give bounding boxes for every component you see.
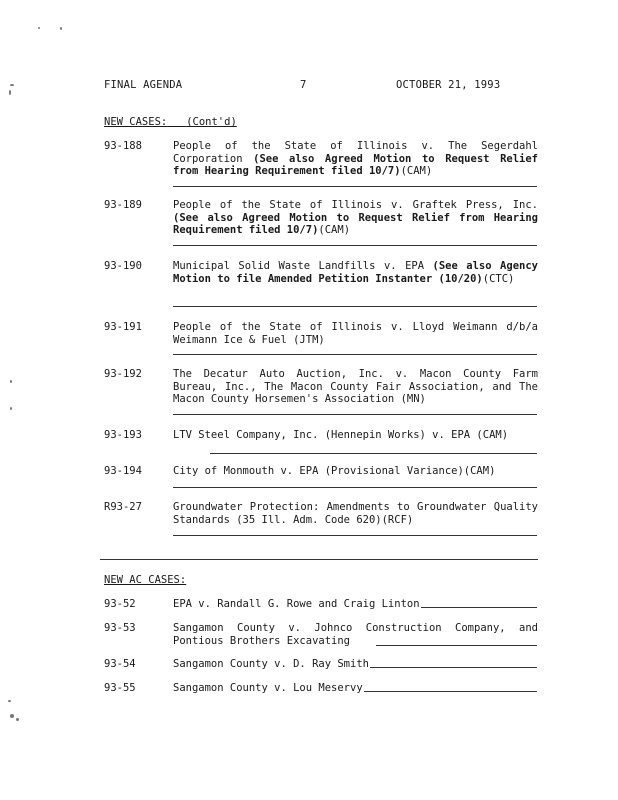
- ac-case-text: Sangamon County v. Lou Meservy: [173, 682, 363, 694]
- ac-case-number: 93-54: [104, 658, 136, 670]
- case-rule: [173, 535, 537, 536]
- ac-case-number: 93-53: [104, 622, 136, 634]
- case-number: 93-191: [104, 321, 142, 333]
- section-divider: [100, 559, 538, 560]
- case-rule: [173, 186, 537, 187]
- scan-speck: [8, 700, 11, 702]
- agenda-title: FINAL AGENDA: [104, 79, 183, 91]
- scan-speck: [10, 714, 14, 718]
- case-rule: [173, 306, 537, 307]
- new-cases-cont: [167, 116, 237, 128]
- case-rule: [210, 453, 537, 454]
- ac-case-description: [173, 682, 537, 694]
- case-tail: (CTC): [482, 272, 515, 285]
- ac-case-fill-line: [364, 682, 537, 692]
- case-description: City of Monmouth v. EPA (Provisional Variance)(CAM): [173, 465, 496, 477]
- ac-case-number: 93-52: [104, 598, 136, 610]
- case-note: (See also Agreed Motion to Request Relief from Hearing Requirement filed 10/7): [173, 152, 538, 177]
- ac-case-fill-line: [421, 598, 537, 608]
- scan-speck: [10, 380, 12, 383]
- page-header: [104, 79, 514, 93]
- case-number: 93-193: [104, 429, 142, 441]
- case-number: 93-188: [104, 140, 142, 152]
- case-description: [173, 199, 538, 237]
- case-number: 93-189: [104, 199, 142, 211]
- case-number: 93-192: [104, 368, 142, 380]
- ac-case-fill-line: [370, 658, 537, 668]
- case-number: 93-190: [104, 260, 142, 272]
- case-number: R93-27: [104, 501, 142, 513]
- agenda-date: OCTOBER 21, 1993: [396, 79, 501, 91]
- case-description: [173, 260, 538, 285]
- cont-label: (Cont'd): [186, 116, 237, 128]
- new-cases-title: NEW CASES:: [104, 116, 168, 128]
- case-text: People of the State of Illinois v. The Segerdahl Corporation: [173, 140, 538, 165]
- ac-case-description: Sangamon County v. Johnco Construction Company, and Pontious Brothers Excavating: [173, 622, 538, 647]
- ac-case-text: Sangamon County v. D. Ray Smith: [173, 658, 369, 670]
- case-text: People of the State of Illinois v. Graftek Press, Inc.: [173, 199, 538, 211]
- case-rule: [173, 245, 537, 246]
- scan-speck: [10, 84, 14, 86]
- case-tail: (CAM): [400, 165, 433, 177]
- ac-case-description: [173, 658, 537, 670]
- scan-speck: [16, 718, 19, 721]
- case-rule: [173, 414, 537, 415]
- scan-speck: [38, 27, 40, 29]
- page-number: 7: [300, 79, 307, 91]
- case-note: (See also Agency Motion to file Amended Petition Instanter (10/20): [173, 260, 538, 285]
- case-description: [173, 140, 538, 178]
- ac-case-number: 93-55: [104, 682, 136, 694]
- case-description: The Decatur Auto Auction, Inc. v. Macon County Farm Bureau, Inc., The Macon County Fair Association, and The Macon County Horsemen's Association (MN): [173, 368, 538, 405]
- ac-case-description: [173, 598, 537, 610]
- case-rule: [173, 487, 537, 488]
- case-note: (See also Agreed Motion to Request Relief from Hearing Requirement filed 10/7): [173, 211, 538, 236]
- scan-speck: [60, 27, 62, 30]
- new-cases-heading: [104, 116, 237, 128]
- case-description: People of the State of Illinois v. Lloyd Weimann d/b/a Weimann Ice & Fuel (JTM): [173, 321, 538, 346]
- ac-case-text: EPA v. Randall G. Rowe and Craig Linton: [173, 598, 420, 610]
- case-description: Groundwater Protection: Amendments to Groundwater Quality Standards (35 Ill. Adm. Code 620)(RCF): [173, 501, 538, 526]
- case-number: 93-194: [104, 465, 142, 477]
- scan-speck: [10, 407, 12, 410]
- case-text: Municipal Solid Waste Landfills v. EPA: [173, 260, 425, 272]
- case-rule: [173, 354, 537, 355]
- case-tail: (CAM): [318, 224, 351, 236]
- case-description: LTV Steel Company, Inc. (Hennepin Works) v. EPA (CAM): [173, 429, 509, 441]
- scan-speck: [9, 90, 11, 95]
- new-ac-cases-heading: NEW AC CASES:: [104, 574, 187, 586]
- ac-case-rule: [376, 645, 537, 646]
